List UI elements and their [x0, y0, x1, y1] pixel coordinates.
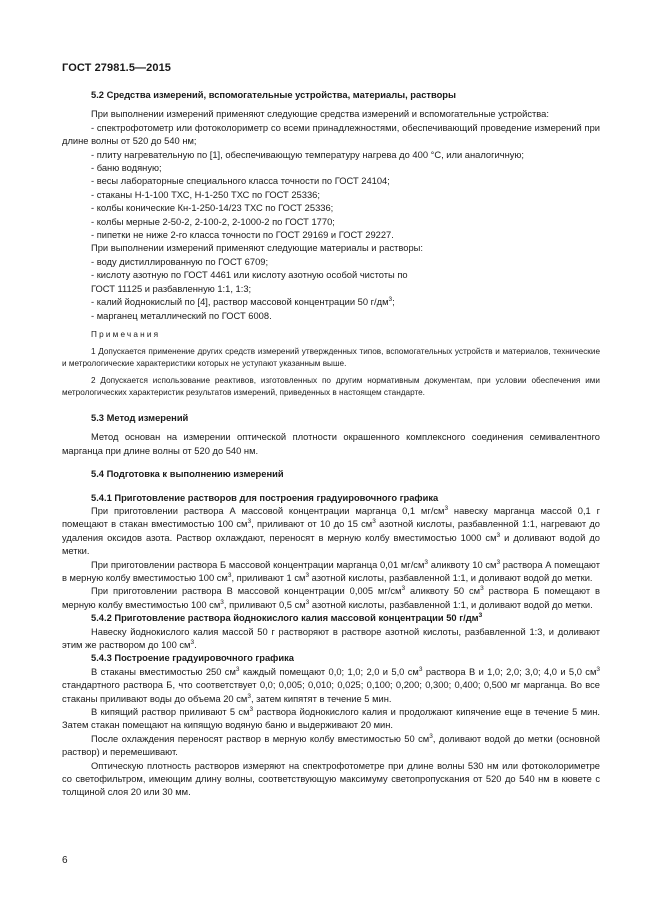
s52-material: - калий йоднокислый по [4], раствор массовой концентрации 50 $г/дм^3$;: [91, 295, 395, 308]
s52-material: - кислоту азотную по ГОСТ 4461 или кислоту азотную особой чистоты по: [91, 270, 408, 281]
s52-materials-intro: При выполнении измерений применяют следующие материалы и растворы:: [91, 243, 423, 254]
s53-text: Метод основан на измерении оптической плотности окрашенного комплексного соединения семивалентного марганца при длине волны от 520 до 540 нм.: [62, 432, 600, 456]
section-5-2-title: 5.2 Средства измерений, вспомогательные устройства, материалы, растворы: [91, 90, 456, 100]
s52-material: - воду дистиллированную по ГОСТ 6709;: [91, 256, 269, 267]
s543-paragraph-1: В стаканы вместимостью 250 $см^3$ каждый помещают 0,0; 1,0; 2,0 и 5,0 $см^3$ раствора В и 1,0; 2,0; 3,0; 4,0 и 5,0 $см^3$ стандартного раствора Б, что соответствует 0,0; 0,005; 0,010; 0,025; 0,100; 0,200; 0,300; 0,400; 0,500 мг марганца. Во все стаканы приливают воды до объема 20 $см^3$, затем кипятят в течение 5 мин.: [62, 665, 600, 704]
notes-title: Примечания: [91, 329, 161, 339]
s52-item: - плиту нагревательную по [1], обеспечивающую температуру нагрева до 400 °С, или аналогичную;: [91, 149, 525, 160]
section-5-3-title: 5.3 Метод измерений: [91, 412, 189, 423]
s52-item: - пипетки не ниже 2-го класса точности по ГОСТ 29169 и ГОСТ 29227.: [91, 230, 394, 241]
s543-paragraph-2: В кипящий раствор приливают 5 $см^3$ раствора йоднокислого калия и продолжают кипячение еще в течение 5 мин. Затем стакан помещают на кипящую водяную баню и выдерживают 20 мин.: [62, 705, 600, 731]
s52-item: - баню водяную;: [91, 163, 162, 174]
notes-block: [62, 329, 600, 400]
page-number: 6: [62, 855, 68, 866]
s52-material-cont: ГОСТ 11125 и разбавленную 1:1, 1:3;: [91, 283, 252, 294]
document-body: [62, 89, 600, 800]
s52-intro: При выполнении измерений применяют следующие средства измерений и вспомогательные устройства:: [91, 109, 549, 120]
s52-item: - спектрофотометр или фотоколориметр со всеми принадлежностями, обеспечивающий проведение измерений при длине волны от 520 до 540 нм;: [62, 122, 600, 147]
s543-paragraph-3: После охлаждения переносят раствор в мерную колбу вместимостью 50 $см^3$, доливают водой до метки (основной раствор) и перемешивают.: [62, 732, 601, 758]
note-2: 2 Допускается использование реактивов, изготовленных по другим нормативным документам, при условии обеспечения ими метрологических характеристик результатов измерений, приведенных в настоящем стандарте.: [62, 375, 600, 398]
s543-paragraph-4: Оптическую плотность растворов измеряют на спектрофотометре при длине волны 530 нм или фотоколориметре со светофильтром, имеющим длину волны, соответствующую максимуму светопропускания от 520 до 540 нм в кювете с толщиной слоя 20 или 30 мм.: [62, 760, 600, 798]
note-1: 1 Допускается применение других средств измерений утвержденных типов, вспомогательных устройств и материалов, технические и метрологические характеристики которых не уступают указанным выше.: [62, 346, 600, 369]
s52-item: - колбы конические Кн-1-250-14/23 ТХС по ГОСТ 25336;: [91, 203, 334, 214]
s542-text: Навеску йоднокислого калия массой 50 г растворяют в растворе азотной кислоты, разбавленной 1:3, и доливают этим же раствором до 100 $см^3$.: [62, 626, 600, 650]
solution-b-paragraph: При приготовлении раствора Б массовой концентрации марганца 0,01 $мг/см^3$ аликвоту 10 $см^3$ раствора А помещают в мерную колбу вместимостью 100 $см^3$, приливают 1 $см^3$ азотной кислоты, разбавленной 1:1, и доливают водой до метки.: [62, 558, 601, 583]
section-5-4-1-title: 5.4.1 Приготовление растворов для построения градуировочного графика: [91, 492, 439, 503]
section-5-4-title: 5.4 Подготовка к выполнению измерений: [91, 469, 284, 480]
s52-item: - весы лабораторные специального класса точности по ГОСТ 24104;: [91, 176, 390, 187]
section-5-4-2-title: 5.4.2 Приготовление раствора йоднокислого калия массовой концентрации 50 $г/дм^3$: [91, 612, 483, 624]
solution-a-paragraph: При приготовлении раствора А массовой концентрации марганца 0,1 $мг/см^3$ навеску марганца массой 0,1 г помещают в стакан вместимостью 100 $см^3$, приливают от 10 до 15 $см^3$ азотной кислоты, разбавленной 1:1, нагревают до удаления оксидов азота. Раствор охлаждают, переносят в мерную колбу вместимостью 1000 $см^3$ и доливают водой до метки.: [62, 504, 600, 557]
s52-material: - марганец металлический по ГОСТ 6008.: [91, 310, 272, 321]
solution-v-paragraph: При приготовлении раствора В массовой концентрации 0,005 $мг/см^3$ аликвоту 50 $см^3$ раствора Б помещают в мерную колбу вместимостью 100 $см^3$, приливают 0,5 $см^3$ азотной кислоты, разбавленной 1:1, и доливают водой до метки.: [62, 585, 600, 610]
document-header: ГОСТ 27981.5—2015: [62, 62, 172, 74]
s52-item: - колбы мерные 2-50-2, 2-100-2, 2-1000-2 по ГОСТ 1770;: [91, 216, 335, 227]
s52-item: - стаканы Н-1-100 ТХС, Н-1-250 ТХС по ГОСТ 25336;: [91, 189, 320, 200]
section-5-4-3-title: 5.4.3 Построение градуировочного графика: [91, 653, 294, 664]
